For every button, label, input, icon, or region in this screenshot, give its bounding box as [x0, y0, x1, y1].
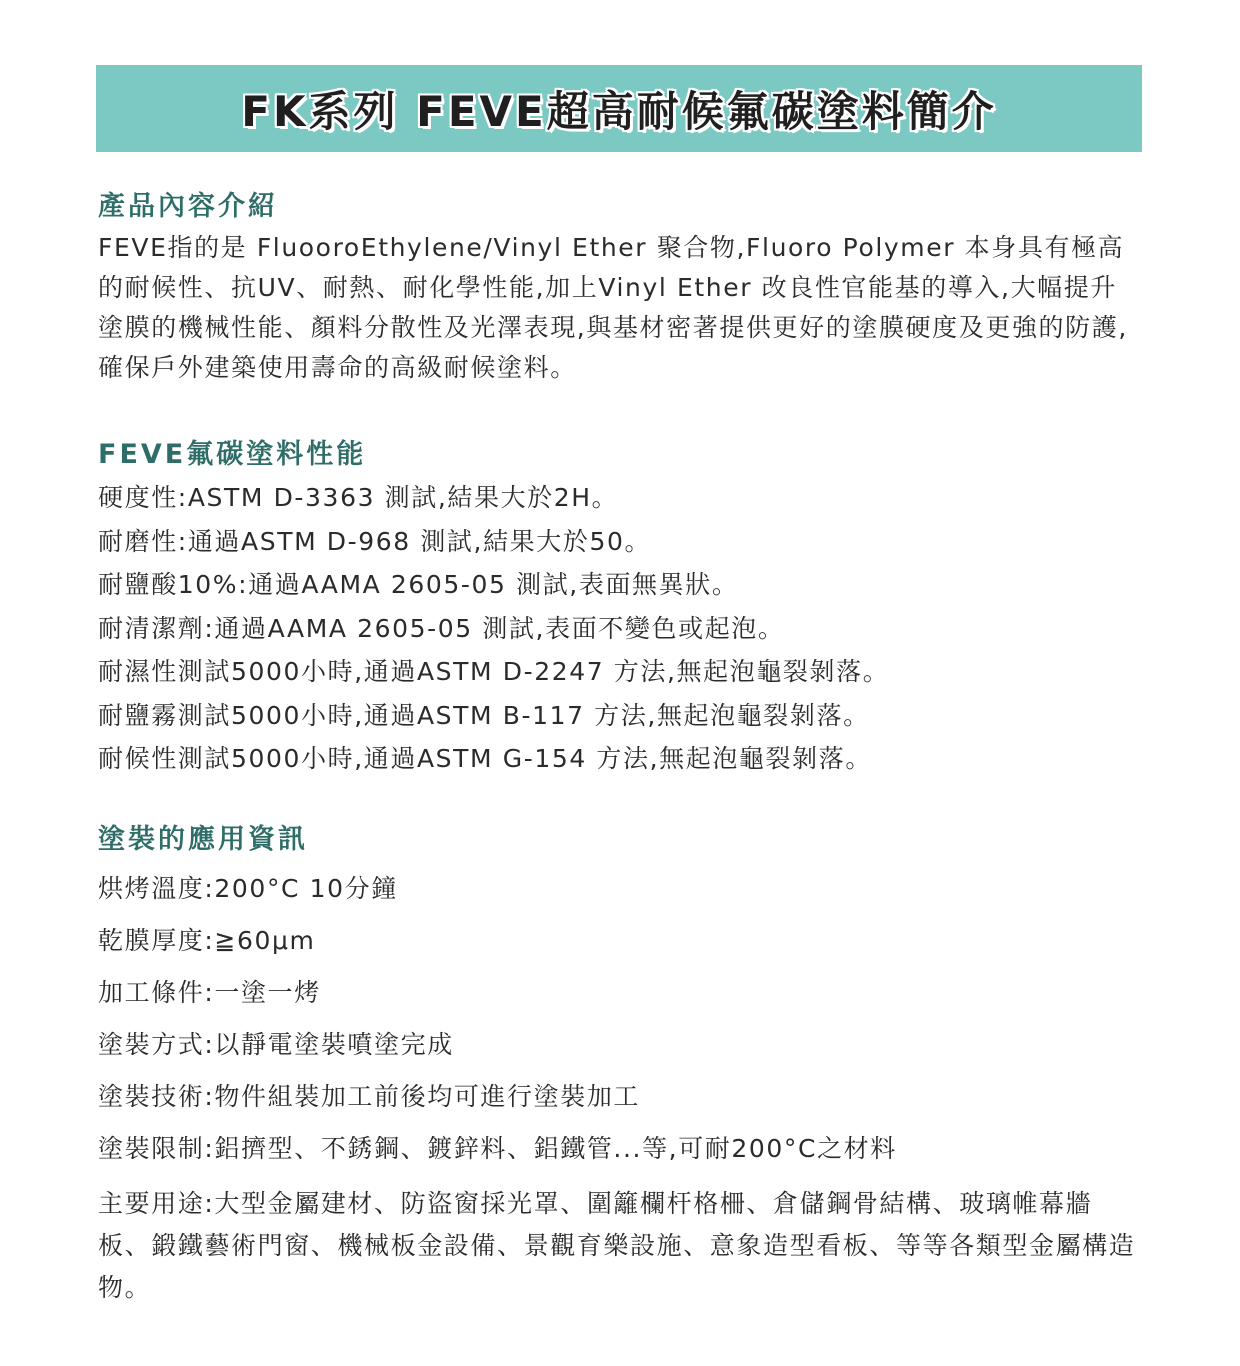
- application-item-process: 加工條件:一塗一烤: [98, 978, 321, 1007]
- application-heading: 塗裝的應用資訊: [98, 824, 308, 855]
- title-banner: [96, 65, 1142, 152]
- application-section: [98, 823, 1148, 1175]
- performance-item-humidity: 耐濕性測試5000小時,通過ASTM D-2247 方法,無起泡龜裂剝落。: [98, 657, 890, 686]
- usage-paragraph: 主要用途:大型金屬建材、防盜窗採光罩、圍籬欄杆格柵、倉儲鋼骨結構、玻璃帷幕牆板、鍛鐵藝術門窗、機械板金設備、景觀育樂設施、意象造型看板、等等各類型金屬構造物。: [98, 1189, 1136, 1302]
- application-item-method: 塗裝方式:以靜電塗裝噴塗完成: [98, 1030, 454, 1059]
- performance-item-salt-spray: 耐鹽霧測試5000小時,通過ASTM B-117 方法,無起泡龜裂剝落。: [98, 700, 870, 730]
- application-item-limitation: 塗裝限制:鋁擠型、不銹鋼、鍍鋅料、鋁鐵管...等,可耐200°C之材料: [98, 1134, 897, 1163]
- performance-list: [98, 476, 1148, 781]
- intro-paragraph: FEVE指的是 FluooroEthylene/Vinyl Ether 聚合物,Fluoro Polymer 本身具有極高的耐候性、抗UV、耐熱、耐化學性能,加上Vinyl Ether 改良性官能基的導入,大幅提升塗膜的機械性能、顏料分散性及光澤表現,與基材密著提供更好的塗膜硬度及更強的防護,確保戶外建築使用壽命的高級耐候塗料。: [98, 233, 1128, 382]
- page-title: FK系列 FEVE超高耐候氟碳塗料簡介: [241, 86, 997, 136]
- performance-item-abrasion: 耐磨性:通過ASTM D-968 測試,結果大於50。: [98, 526, 652, 556]
- performance-item-weathering: 耐候性測試5000小時,通過ASTM G-154 方法,無起泡龜裂剝落。: [98, 744, 872, 773]
- intro-section: [98, 190, 1148, 388]
- application-list: [98, 863, 1148, 1175]
- application-item-technique: 塗裝技術:物件組裝加工前後均可進行塗裝加工: [98, 1082, 641, 1111]
- performance-section: [98, 438, 1148, 781]
- application-item-film-thickness: 乾膜厚度:≧60μm: [98, 926, 316, 955]
- application-item-baking: 烘烤溫度:200°C 10分鐘: [98, 874, 398, 903]
- performance-item-detergent: 耐清潔劑:通過AAMA 2605-05 測試,表面不變色或起泡。: [98, 613, 785, 643]
- performance-item-acid: 耐鹽酸10%:通過AAMA 2605-05 測試,表面無異狀。: [98, 570, 739, 599]
- performance-item-hardness: 硬度性:ASTM D-3363 測試,結果大於2H。: [98, 483, 619, 512]
- performance-heading: FEVE氟碳塗料性能: [98, 439, 367, 470]
- intro-heading: 產品內容介紹: [98, 191, 278, 222]
